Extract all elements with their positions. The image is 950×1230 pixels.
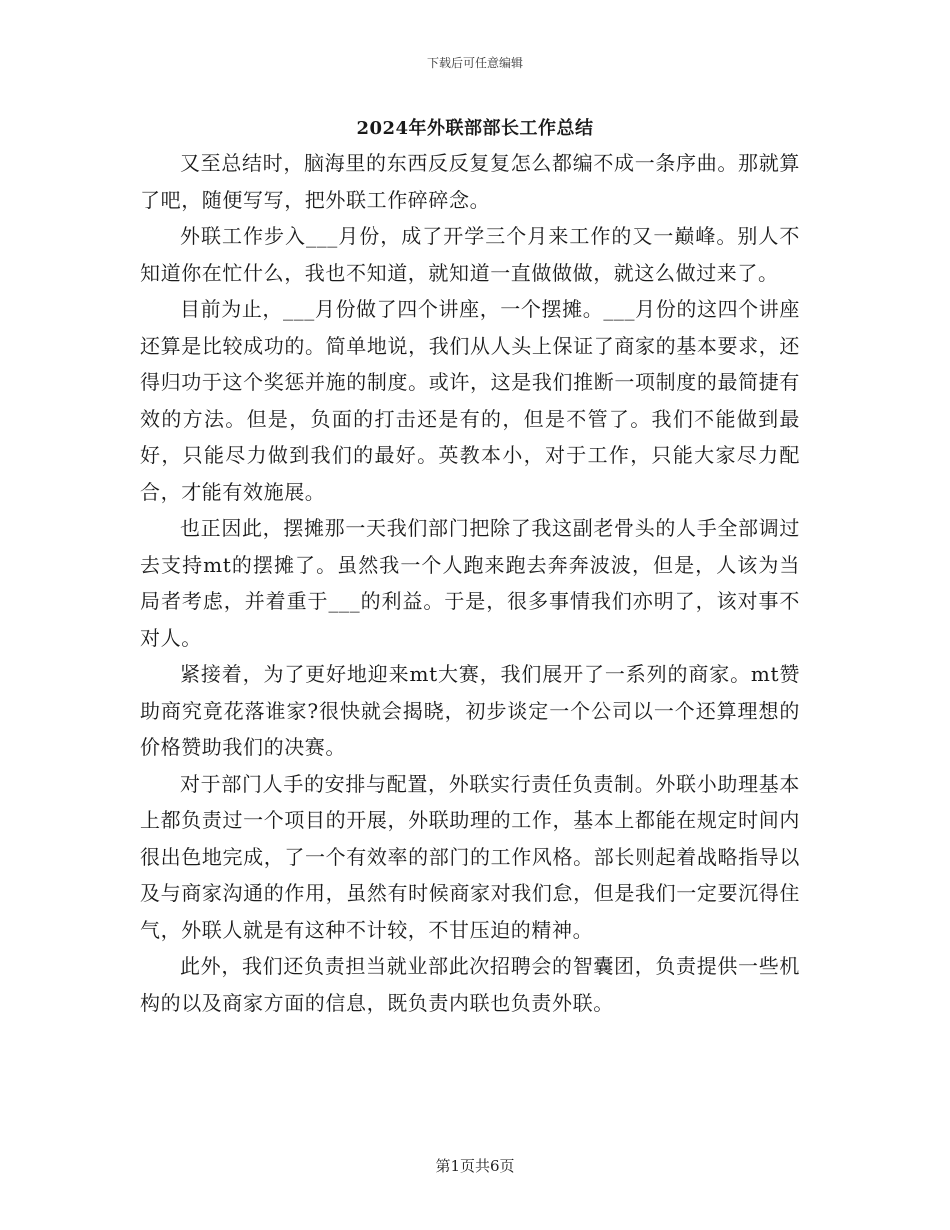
paragraph: 此外，我们还负责担当就业部此次招聘会的智囊团，负责提供一些机构的以及商家方面的信息，既负责内联也负责外联。 [140, 954, 800, 1015]
page-header-note: 下载后可任意编辑 [426, 56, 523, 70]
paragraph: 外联工作步入___月份，成了开学三个月来工作的又一巅峰。别人不知道你在忙什么，我也不知道，就知道一直做做做，就这么做过来了。 [140, 224, 800, 285]
document-title: 2024年外联部部长工作总结 [356, 118, 594, 139]
paragraph: 紧接着，为了更好地迎来mt大赛，我们展开了一系列的商家。mt赞助商究竟花落谁家?很快就会揭晓，初步谈定一个公司以一个还算理想的价格赞助我们的决赛。 [140, 662, 800, 759]
page-footer-page-number: 第1页共6页 [435, 1157, 515, 1175]
document-body [140, 145, 800, 1021]
paragraph: 也正因此，摆摊那一天我们部门把除了我这副老骨头的人手全部调过去支持mt的摆摊了。虽然我一个人跑来跑去奔奔波波，但是，人该为当局者考虑，并着重于___的利益。于是，很多事情我们亦明了，该对事不对人。 [140, 516, 800, 650]
paragraph: 目前为止，___月份做了四个讲座，一个摆摊。___月份的这四个讲座还算是比较成功的。简单地说，我们从人头上保证了商家的基本要求，还得归功于这个奖惩并施的制度。或许，这是我们推断一项制度的最简捷有效的方法。但是，负面的打击还是有的，但是不管了。我们不能做到最好，只能尽力做到我们的最好。英教本小，对于工作，只能大家尽力配合，才能有效施展。 [140, 297, 800, 504]
paragraph: 对于部门人手的安排与配置，外联实行责任负责制。外联小助理基本上都负责过一个项目的开展，外联助理的工作，基本上都能在规定时间内很出色地完成，了一个有效率的部门的工作风格。部长则起着战略指导以及与商家沟通的作用，虽然有时候商家对我们怠，但是我们一定要沉得住气，外联人就是有这种不计较，不甘压迫的精神。 [140, 771, 800, 942]
paragraph: 又至总结时，脑海里的东西反反复复怎么都编不成一条序曲。那就算了吧，随便写写，把外联工作碎碎念。 [140, 151, 800, 212]
